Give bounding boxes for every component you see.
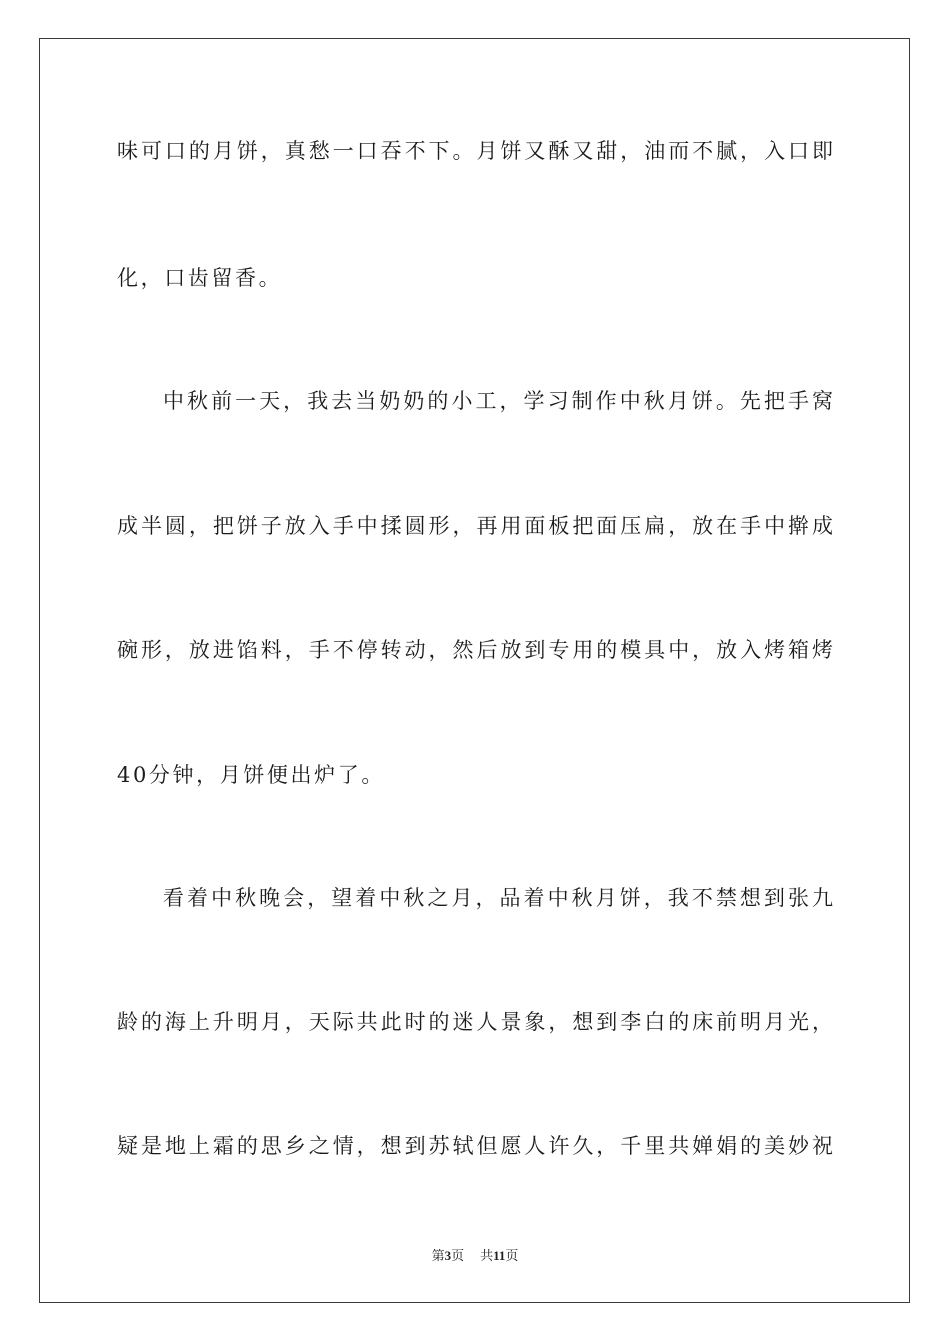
page-footer <box>0 1247 950 1265</box>
body-line-3: 中秋前一天，我去当奶奶的小工，学习制作中秋月饼。先把手窝 <box>163 389 833 413</box>
footer-page-suffix: 页 <box>451 1248 465 1263</box>
body-line-1: 味可口的月饼，真愁一口吞不下。月饼又酥又甜，油而不腻，入口即 <box>117 139 833 163</box>
footer-total-prefix: 共 <box>480 1248 494 1263</box>
body-line-9: 疑是地上霜的思乡之情，想到苏轼但愿人许久，千里共婵娟的美妙祝 <box>117 1134 833 1158</box>
body-line-5: 碗形，放进馅料，手不停转动，然后放到专用的模具中，放入烤箱烤 <box>117 638 833 662</box>
body-line-4: 成半圆，把饼子放入手中揉圆形，再用面板把面压扁，放在手中擀成 <box>117 514 833 538</box>
body-line-8: 龄的海上升明月，天际共此时的迷人景象，想到李白的床前明月光， <box>117 1010 833 1034</box>
page-border <box>39 38 910 1303</box>
footer-total-suffix: 页 <box>505 1248 519 1263</box>
footer-page-number: 3 <box>444 1248 452 1263</box>
body-line-2: 化，口齿留香。 <box>117 266 283 290</box>
body-line-7: 看着中秋晚会，望着中秋之月，品着中秋月饼，我不禁想到张九 <box>163 886 833 910</box>
footer-total-pages: 11 <box>493 1248 506 1263</box>
footer-page-prefix: 第 <box>431 1248 445 1263</box>
body-line-6: 40分钟，月饼便出炉了。 <box>117 763 385 787</box>
